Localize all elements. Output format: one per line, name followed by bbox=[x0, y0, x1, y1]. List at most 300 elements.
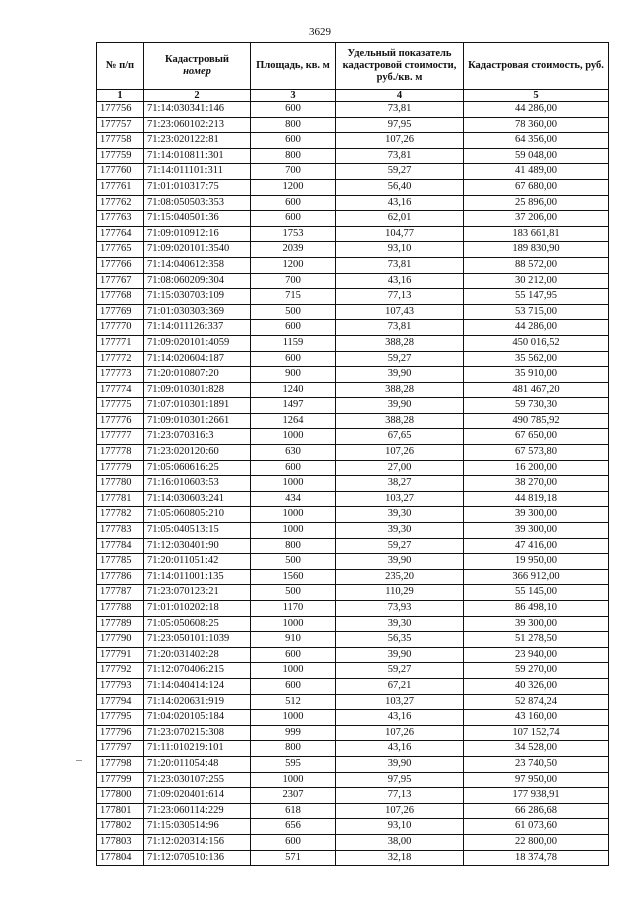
table-row bbox=[97, 616, 609, 632]
cadastral-value-cell: 23 940,00 bbox=[464, 647, 609, 663]
cadastral-value-table bbox=[96, 42, 609, 866]
area-cell: 800 bbox=[251, 148, 336, 164]
row-number-cell: 177763 bbox=[97, 211, 144, 227]
cadastral-number-cell: 71:09:010301:2661 bbox=[144, 413, 251, 429]
area-cell: 2039 bbox=[251, 242, 336, 258]
unit-value-cell: 39,30 bbox=[336, 507, 464, 523]
area-cell: 1000 bbox=[251, 523, 336, 539]
cadastral-number-cell: 71:14:030603:241 bbox=[144, 491, 251, 507]
cadastral-value-cell: 61 073,60 bbox=[464, 819, 609, 835]
row-number-cell: 177789 bbox=[97, 616, 144, 632]
table-row bbox=[97, 257, 609, 273]
unit-value-cell: 39,90 bbox=[336, 367, 464, 383]
cadastral-number-cell: 71:15:040501:36 bbox=[144, 211, 251, 227]
table-row bbox=[97, 663, 609, 679]
area-cell: 1000 bbox=[251, 663, 336, 679]
area-cell: 1000 bbox=[251, 772, 336, 788]
unit-value-cell: 59,27 bbox=[336, 663, 464, 679]
header-area: Площадь, кв. м bbox=[251, 43, 336, 90]
cadastral-number-cell: 71:14:011126:337 bbox=[144, 320, 251, 336]
table-row bbox=[97, 756, 609, 772]
row-number-cell: 177775 bbox=[97, 398, 144, 414]
unit-value-cell: 39,30 bbox=[336, 616, 464, 632]
cadastral-value-cell: 66 286,68 bbox=[464, 803, 609, 819]
cadastral-number-cell: 71:20:010807:20 bbox=[144, 367, 251, 383]
unit-value-cell: 97,95 bbox=[336, 117, 464, 133]
cadastral-number-cell: 71:14:040414:124 bbox=[144, 678, 251, 694]
cadastral-value-cell: 38 270,00 bbox=[464, 476, 609, 492]
cadastral-number-cell: 71:16:010603:53 bbox=[144, 476, 251, 492]
row-number-cell: 177803 bbox=[97, 834, 144, 850]
cadastral-number-cell: 71:15:030514:96 bbox=[144, 819, 251, 835]
table-row bbox=[97, 523, 609, 539]
unit-value-cell: 103,27 bbox=[336, 491, 464, 507]
cadastral-number-cell: 71:23:070123:21 bbox=[144, 585, 251, 601]
cadastral-value-cell: 18 374,78 bbox=[464, 850, 609, 866]
cadastral-value-cell: 44 286,00 bbox=[464, 320, 609, 336]
table-row bbox=[97, 367, 609, 383]
table-row bbox=[97, 538, 609, 554]
table-row bbox=[97, 179, 609, 195]
table-row bbox=[97, 632, 609, 648]
row-number-cell: 177777 bbox=[97, 429, 144, 445]
row-number-cell: 177761 bbox=[97, 179, 144, 195]
cadastral-number-cell: 71:09:020101:3540 bbox=[144, 242, 251, 258]
area-cell: 2307 bbox=[251, 788, 336, 804]
cadastral-number-cell: 71:23:070316:3 bbox=[144, 429, 251, 445]
table-row bbox=[97, 289, 609, 305]
row-number-cell: 177795 bbox=[97, 710, 144, 726]
unit-value-cell: 107,43 bbox=[336, 304, 464, 320]
cadastral-number-cell: 71:05:040513:15 bbox=[144, 523, 251, 539]
cadastral-value-cell: 40 326,00 bbox=[464, 678, 609, 694]
unit-value-cell: 104,77 bbox=[336, 226, 464, 242]
table-row bbox=[97, 351, 609, 367]
unit-value-cell: 59,27 bbox=[336, 164, 464, 180]
unit-value-cell: 43,16 bbox=[336, 710, 464, 726]
cadastral-value-cell: 183 661,81 bbox=[464, 226, 609, 242]
area-cell: 500 bbox=[251, 585, 336, 601]
area-cell: 910 bbox=[251, 632, 336, 648]
area-cell: 600 bbox=[251, 211, 336, 227]
cadastral-number-cell: 71:14:020631:919 bbox=[144, 694, 251, 710]
area-cell: 700 bbox=[251, 164, 336, 180]
cadastral-number-cell: 71:05:060805:210 bbox=[144, 507, 251, 523]
unit-value-cell: 38,00 bbox=[336, 834, 464, 850]
row-number-cell: 177798 bbox=[97, 756, 144, 772]
row-number-cell: 177801 bbox=[97, 803, 144, 819]
row-number-cell: 177788 bbox=[97, 601, 144, 617]
table-row bbox=[97, 819, 609, 835]
table-row bbox=[97, 585, 609, 601]
table-row bbox=[97, 226, 609, 242]
row-number-cell: 177778 bbox=[97, 445, 144, 461]
cadastral-value-cell: 64 356,00 bbox=[464, 133, 609, 149]
unit-value-cell: 73,93 bbox=[336, 601, 464, 617]
cadastral-value-cell: 44 819,18 bbox=[464, 491, 609, 507]
row-number-cell: 177764 bbox=[97, 226, 144, 242]
cadastral-number-cell: 71:20:011054:48 bbox=[144, 756, 251, 772]
table-row bbox=[97, 647, 609, 663]
cadastral-number-cell: 71:23:020120:60 bbox=[144, 445, 251, 461]
table-row bbox=[97, 320, 609, 336]
area-cell: 600 bbox=[251, 834, 336, 850]
table-row bbox=[97, 741, 609, 757]
area-cell: 1000 bbox=[251, 507, 336, 523]
column-number: 4 bbox=[336, 90, 464, 102]
table-row bbox=[97, 554, 609, 570]
row-number-cell: 177770 bbox=[97, 320, 144, 336]
area-cell: 1560 bbox=[251, 569, 336, 585]
row-number-cell: 177776 bbox=[97, 413, 144, 429]
area-cell: 571 bbox=[251, 850, 336, 866]
area-cell: 1000 bbox=[251, 710, 336, 726]
area-cell: 512 bbox=[251, 694, 336, 710]
table-row bbox=[97, 460, 609, 476]
unit-value-cell: 388,28 bbox=[336, 413, 464, 429]
column-number: 2 bbox=[144, 90, 251, 102]
unit-value-cell: 62,01 bbox=[336, 211, 464, 227]
cadastral-value-cell: 55 145,00 bbox=[464, 585, 609, 601]
area-cell: 500 bbox=[251, 304, 336, 320]
table-row bbox=[97, 850, 609, 866]
cadastral-number-cell: 71:23:070215:308 bbox=[144, 725, 251, 741]
unit-value-cell: 56,35 bbox=[336, 632, 464, 648]
cadastral-value-cell: 39 300,00 bbox=[464, 523, 609, 539]
cadastral-number-cell: 71:01:030303:369 bbox=[144, 304, 251, 320]
row-number-cell: 177796 bbox=[97, 725, 144, 741]
area-cell: 800 bbox=[251, 741, 336, 757]
header-cadastral-number-line1: Кадастровый bbox=[165, 54, 229, 65]
unit-value-cell: 97,95 bbox=[336, 772, 464, 788]
row-number-cell: 177783 bbox=[97, 523, 144, 539]
row-number-cell: 177800 bbox=[97, 788, 144, 804]
table-row bbox=[97, 725, 609, 741]
area-cell: 1000 bbox=[251, 616, 336, 632]
row-number-cell: 177772 bbox=[97, 351, 144, 367]
unit-value-cell: 39,90 bbox=[336, 554, 464, 570]
row-number-cell: 177758 bbox=[97, 133, 144, 149]
unit-value-cell: 73,81 bbox=[336, 320, 464, 336]
cadastral-number-cell: 71:05:060616:25 bbox=[144, 460, 251, 476]
row-number-cell: 177765 bbox=[97, 242, 144, 258]
table-row bbox=[97, 569, 609, 585]
cadastral-value-cell: 35 910,00 bbox=[464, 367, 609, 383]
area-cell: 600 bbox=[251, 133, 336, 149]
cadastral-value-cell: 22 800,00 bbox=[464, 834, 609, 850]
area-cell: 1240 bbox=[251, 382, 336, 398]
row-number-cell: 177787 bbox=[97, 585, 144, 601]
row-number-cell: 177797 bbox=[97, 741, 144, 757]
cadastral-number-cell: 71:11:010219:101 bbox=[144, 741, 251, 757]
row-number-cell: 177760 bbox=[97, 164, 144, 180]
area-cell: 900 bbox=[251, 367, 336, 383]
area-cell: 600 bbox=[251, 647, 336, 663]
unit-value-cell: 103,27 bbox=[336, 694, 464, 710]
cadastral-value-cell: 97 950,00 bbox=[464, 772, 609, 788]
table-row bbox=[97, 164, 609, 180]
cadastral-value-cell: 490 785,92 bbox=[464, 413, 609, 429]
row-number-cell: 177759 bbox=[97, 148, 144, 164]
header-cadastral-number bbox=[144, 43, 251, 90]
cadastral-number-cell: 71:09:010301:828 bbox=[144, 382, 251, 398]
cadastral-number-cell: 71:05:050608:25 bbox=[144, 616, 251, 632]
table-header-row bbox=[97, 43, 609, 90]
row-number-cell: 177782 bbox=[97, 507, 144, 523]
table-row bbox=[97, 195, 609, 211]
row-number-cell: 177793 bbox=[97, 678, 144, 694]
table-row bbox=[97, 304, 609, 320]
cadastral-number-cell: 71:12:070510:136 bbox=[144, 850, 251, 866]
unit-value-cell: 107,26 bbox=[336, 725, 464, 741]
unit-value-cell: 39,90 bbox=[336, 647, 464, 663]
cadastral-number-cell: 71:20:031402:28 bbox=[144, 647, 251, 663]
area-cell: 1000 bbox=[251, 476, 336, 492]
cadastral-value-cell: 23 740,50 bbox=[464, 756, 609, 772]
row-number-cell: 177773 bbox=[97, 367, 144, 383]
cadastral-number-cell: 71:09:020401:614 bbox=[144, 788, 251, 804]
unit-value-cell: 93,10 bbox=[336, 242, 464, 258]
cadastral-number-cell: 71:08:050503:353 bbox=[144, 195, 251, 211]
table-row bbox=[97, 382, 609, 398]
cadastral-number-cell: 71:01:010317:75 bbox=[144, 179, 251, 195]
row-number-cell: 177804 bbox=[97, 850, 144, 866]
cadastral-number-cell: 71:23:060114:229 bbox=[144, 803, 251, 819]
unit-value-cell: 38,27 bbox=[336, 476, 464, 492]
area-cell: 700 bbox=[251, 273, 336, 289]
table-row bbox=[97, 694, 609, 710]
row-number-cell: 177791 bbox=[97, 647, 144, 663]
cadastral-value-cell: 16 200,00 bbox=[464, 460, 609, 476]
area-cell: 999 bbox=[251, 725, 336, 741]
row-number-cell: 177780 bbox=[97, 476, 144, 492]
table-row bbox=[97, 834, 609, 850]
unit-value-cell: 27,00 bbox=[336, 460, 464, 476]
cadastral-value-cell: 30 212,00 bbox=[464, 273, 609, 289]
table-row bbox=[97, 429, 609, 445]
unit-value-cell: 235,20 bbox=[336, 569, 464, 585]
cadastral-value-cell: 67 573,80 bbox=[464, 445, 609, 461]
area-cell: 600 bbox=[251, 102, 336, 118]
table-row bbox=[97, 507, 609, 523]
unit-value-cell: 67,65 bbox=[336, 429, 464, 445]
cadastral-value-cell: 59 048,00 bbox=[464, 148, 609, 164]
cadastral-value-cell: 52 874,24 bbox=[464, 694, 609, 710]
table-row bbox=[97, 273, 609, 289]
area-cell: 600 bbox=[251, 195, 336, 211]
header-unit-value: Удельный показатель кадастровой стоимости, руб./кв. м bbox=[336, 43, 464, 90]
cadastral-number-cell: 71:23:050101:1039 bbox=[144, 632, 251, 648]
cadastral-value-cell: 86 498,10 bbox=[464, 601, 609, 617]
cadastral-number-cell: 71:14:011101:311 bbox=[144, 164, 251, 180]
table-row bbox=[97, 133, 609, 149]
cadastral-number-cell: 71:12:030401:90 bbox=[144, 538, 251, 554]
cadastral-value-cell: 450 016,52 bbox=[464, 335, 609, 351]
row-number-cell: 177768 bbox=[97, 289, 144, 305]
page-number: 3629 bbox=[309, 26, 331, 38]
table-row bbox=[97, 398, 609, 414]
area-cell: 1159 bbox=[251, 335, 336, 351]
header-number: № п/п bbox=[97, 43, 144, 90]
row-number-cell: 177757 bbox=[97, 117, 144, 133]
table-row bbox=[97, 242, 609, 258]
row-number-cell: 177771 bbox=[97, 335, 144, 351]
area-cell: 600 bbox=[251, 351, 336, 367]
area-cell: 1170 bbox=[251, 601, 336, 617]
unit-value-cell: 67,21 bbox=[336, 678, 464, 694]
table-row bbox=[97, 601, 609, 617]
row-number-cell: 177756 bbox=[97, 102, 144, 118]
unit-value-cell: 73,81 bbox=[336, 257, 464, 273]
area-cell: 1000 bbox=[251, 429, 336, 445]
cadastral-value-cell: 35 562,00 bbox=[464, 351, 609, 367]
area-cell: 595 bbox=[251, 756, 336, 772]
unit-value-cell: 39,90 bbox=[336, 398, 464, 414]
table-row bbox=[97, 772, 609, 788]
unit-value-cell: 39,90 bbox=[336, 756, 464, 772]
cadastral-value-cell: 53 715,00 bbox=[464, 304, 609, 320]
unit-value-cell: 43,16 bbox=[336, 195, 464, 211]
table-row bbox=[97, 148, 609, 164]
unit-value-cell: 32,18 bbox=[336, 850, 464, 866]
cadastral-value-cell: 39 300,00 bbox=[464, 507, 609, 523]
area-cell: 1264 bbox=[251, 413, 336, 429]
column-number: 1 bbox=[97, 90, 144, 102]
unit-value-cell: 56,40 bbox=[336, 179, 464, 195]
area-cell: 600 bbox=[251, 320, 336, 336]
header-cadastral-number-line2: номер bbox=[183, 66, 211, 77]
unit-value-cell: 39,30 bbox=[336, 523, 464, 539]
margin-mark bbox=[76, 760, 82, 761]
table-row bbox=[97, 102, 609, 118]
area-cell: 434 bbox=[251, 491, 336, 507]
table-row bbox=[97, 335, 609, 351]
cadastral-number-cell: 71:09:010912:16 bbox=[144, 226, 251, 242]
table-row bbox=[97, 491, 609, 507]
unit-value-cell: 43,16 bbox=[336, 273, 464, 289]
row-number-cell: 177790 bbox=[97, 632, 144, 648]
row-number-cell: 177781 bbox=[97, 491, 144, 507]
cadastral-value-cell: 55 147,95 bbox=[464, 289, 609, 305]
cadastral-value-cell: 88 572,00 bbox=[464, 257, 609, 273]
table-row bbox=[97, 678, 609, 694]
table-row bbox=[97, 476, 609, 492]
unit-value-cell: 107,26 bbox=[336, 803, 464, 819]
cadastral-value-cell: 189 830,90 bbox=[464, 242, 609, 258]
row-number-cell: 177767 bbox=[97, 273, 144, 289]
row-number-cell: 177762 bbox=[97, 195, 144, 211]
cadastral-number-cell: 71:15:030703:109 bbox=[144, 289, 251, 305]
cadastral-value-cell: 37 206,00 bbox=[464, 211, 609, 227]
cadastral-number-cell: 71:12:070406:215 bbox=[144, 663, 251, 679]
cadastral-number-cell: 71:23:020122:81 bbox=[144, 133, 251, 149]
cadastral-value-cell: 366 912,00 bbox=[464, 569, 609, 585]
unit-value-cell: 93,10 bbox=[336, 819, 464, 835]
cadastral-value-cell: 19 950,00 bbox=[464, 554, 609, 570]
cadastral-number-cell: 71:14:020604:187 bbox=[144, 351, 251, 367]
table-row bbox=[97, 788, 609, 804]
row-number-cell: 177774 bbox=[97, 382, 144, 398]
header-cadastral-value: Кадастровая стоимость, руб. bbox=[464, 43, 609, 90]
cadastral-value-cell: 51 278,50 bbox=[464, 632, 609, 648]
row-number-cell: 177769 bbox=[97, 304, 144, 320]
column-number: 3 bbox=[251, 90, 336, 102]
cadastral-value-cell: 59 270,00 bbox=[464, 663, 609, 679]
unit-value-cell: 59,27 bbox=[336, 351, 464, 367]
column-number: 5 bbox=[464, 90, 609, 102]
area-cell: 1200 bbox=[251, 179, 336, 195]
cadastral-number-cell: 71:14:011001:135 bbox=[144, 569, 251, 585]
cadastral-number-cell: 71:20:011051:42 bbox=[144, 554, 251, 570]
cadastral-number-cell: 71:23:030107:255 bbox=[144, 772, 251, 788]
cadastral-value-cell: 177 938,91 bbox=[464, 788, 609, 804]
unit-value-cell: 59,27 bbox=[336, 538, 464, 554]
table-row bbox=[97, 413, 609, 429]
cadastral-value-cell: 44 286,00 bbox=[464, 102, 609, 118]
cadastral-number-cell: 71:09:020101:4059 bbox=[144, 335, 251, 351]
cadastral-value-cell: 34 528,00 bbox=[464, 741, 609, 757]
area-cell: 715 bbox=[251, 289, 336, 305]
unit-value-cell: 110,29 bbox=[336, 585, 464, 601]
row-number-cell: 177799 bbox=[97, 772, 144, 788]
unit-value-cell: 388,28 bbox=[336, 382, 464, 398]
cadastral-value-cell: 78 360,00 bbox=[464, 117, 609, 133]
area-cell: 600 bbox=[251, 460, 336, 476]
cadastral-value-cell: 481 467,20 bbox=[464, 382, 609, 398]
row-number-cell: 177792 bbox=[97, 663, 144, 679]
cadastral-number-cell: 71:04:020105:184 bbox=[144, 710, 251, 726]
cadastral-number-cell: 71:07:010301:1891 bbox=[144, 398, 251, 414]
area-cell: 800 bbox=[251, 538, 336, 554]
unit-value-cell: 73,81 bbox=[336, 102, 464, 118]
cadastral-number-cell: 71:14:040612:358 bbox=[144, 257, 251, 273]
table-row bbox=[97, 710, 609, 726]
unit-value-cell: 107,26 bbox=[336, 133, 464, 149]
cadastral-number-cell: 71:08:060209:304 bbox=[144, 273, 251, 289]
unit-value-cell: 77,13 bbox=[336, 289, 464, 305]
row-number-cell: 177779 bbox=[97, 460, 144, 476]
area-cell: 656 bbox=[251, 819, 336, 835]
unit-value-cell: 77,13 bbox=[336, 788, 464, 804]
cadastral-value-cell: 41 489,00 bbox=[464, 164, 609, 180]
cadastral-number-cell: 71:01:010202:18 bbox=[144, 601, 251, 617]
area-cell: 1753 bbox=[251, 226, 336, 242]
area-cell: 600 bbox=[251, 678, 336, 694]
cadastral-value-cell: 47 416,00 bbox=[464, 538, 609, 554]
cadastral-value-cell: 107 152,74 bbox=[464, 725, 609, 741]
cadastral-value-cell: 59 730,30 bbox=[464, 398, 609, 414]
row-number-cell: 177802 bbox=[97, 819, 144, 835]
row-number-cell: 177794 bbox=[97, 694, 144, 710]
cadastral-value-cell: 67 650,00 bbox=[464, 429, 609, 445]
row-number-cell: 177766 bbox=[97, 257, 144, 273]
cadastral-value-cell: 39 300,00 bbox=[464, 616, 609, 632]
table-row bbox=[97, 445, 609, 461]
unit-value-cell: 73,81 bbox=[336, 148, 464, 164]
area-cell: 1497 bbox=[251, 398, 336, 414]
cadastral-value-cell: 43 160,00 bbox=[464, 710, 609, 726]
cadastral-value-cell: 67 680,00 bbox=[464, 179, 609, 195]
cadastral-number-cell: 71:23:060102:213 bbox=[144, 117, 251, 133]
unit-value-cell: 388,28 bbox=[336, 335, 464, 351]
area-cell: 500 bbox=[251, 554, 336, 570]
cadastral-number-cell: 71:12:020314:156 bbox=[144, 834, 251, 850]
row-number-cell: 177784 bbox=[97, 538, 144, 554]
table-row bbox=[97, 803, 609, 819]
cadastral-number-cell: 71:14:010811:301 bbox=[144, 148, 251, 164]
table-row bbox=[97, 211, 609, 227]
cadastral-number-cell: 71:14:030341:146 bbox=[144, 102, 251, 118]
